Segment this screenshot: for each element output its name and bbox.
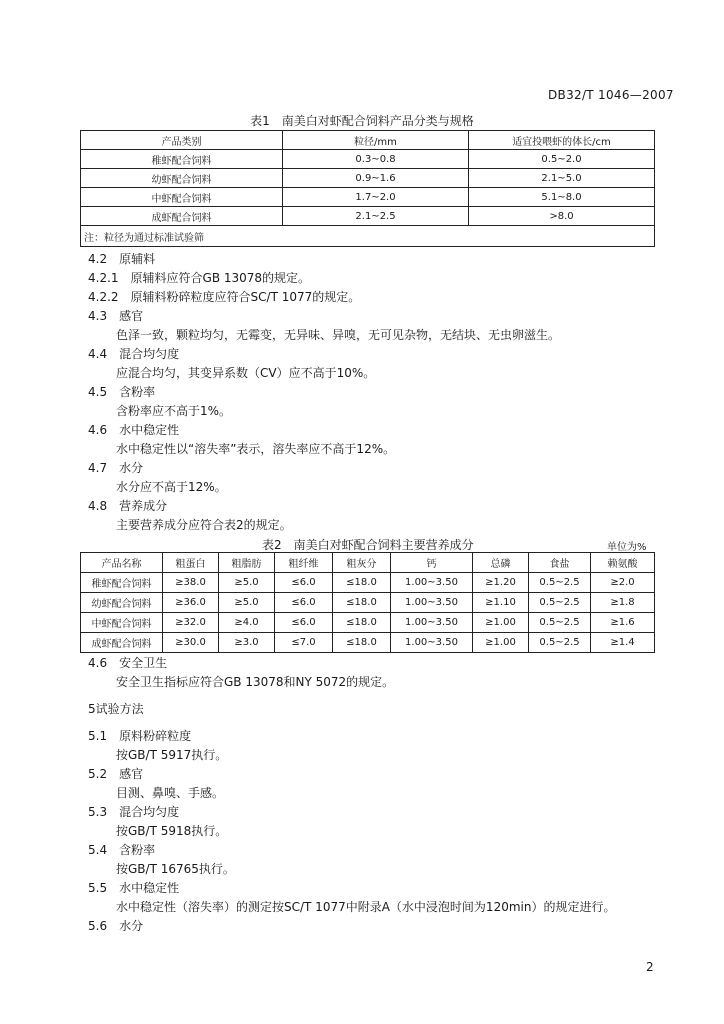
table2-cell: 0.5~2.5: [529, 613, 591, 633]
section-heading: 5.4 含粉率: [88, 843, 156, 857]
table2-cell: ≥1.6: [591, 613, 655, 633]
table2-cell: ≥5.0: [219, 593, 275, 613]
section-paragraph: 主要营养成分应符合表2的规定。: [116, 518, 292, 532]
table2-cell: 0.5~2.5: [529, 633, 591, 653]
table1-note: 注：粒径为通过标准试验筛: [81, 226, 655, 247]
table2-header-cell: 总磷: [473, 553, 529, 573]
table2-nutrients: [80, 552, 655, 653]
table2-header-row: [81, 553, 655, 573]
table2-cell: 1.00~3.50: [391, 593, 473, 613]
table1-cell: 0.5~2.0: [469, 150, 655, 169]
section-paragraph: 按GB/T 5917执行。: [116, 748, 228, 762]
table1-cell: 0.3~0.8: [283, 150, 469, 169]
table1-row: [81, 188, 655, 207]
table2-cell: ≤18.0: [333, 613, 391, 633]
table1-cell: 幼虾配合饲料: [81, 169, 283, 188]
section-heading: 4.7 水分: [88, 461, 144, 475]
table2-row: [81, 613, 655, 633]
table2-header-cell: 粗灰分: [333, 553, 391, 573]
table1-header-cell: 适宜投喂虾的体长/cm: [469, 131, 655, 150]
table1-product-classification: [80, 130, 655, 247]
table1-note-row: [81, 226, 655, 247]
section-paragraph: 含粉率应不高于1%。: [116, 404, 232, 418]
table2-cell: 成虾配合饲料: [81, 633, 163, 653]
table2-cell: ≥4.0: [219, 613, 275, 633]
section-heading: 4.4 混合均匀度: [88, 347, 180, 361]
section-heading: 4.2.2 原辅料粉碎粒度应符合SC/T 1077的规定。: [88, 290, 361, 304]
table2-cell: 1.00~3.50: [391, 573, 473, 593]
section-paragraph: 目测、鼻嗅、手感。: [116, 786, 225, 800]
table1-header-cell: 粒径/mm: [283, 131, 469, 150]
section-paragraph: 按GB/T 5918执行。: [116, 824, 228, 838]
section-heading: 4.3 感官: [88, 309, 144, 323]
table2-cell: 幼虾配合饲料: [81, 593, 163, 613]
table1-row: [81, 169, 655, 188]
section-heading: 5.5 水中稳定性: [88, 881, 180, 895]
table2-cell: ≥1.00: [473, 613, 529, 633]
section-paragraph: 水中稳定性以“溶失率”表示，溶失率应不高于12%。: [116, 442, 396, 456]
table2-row: [81, 633, 655, 653]
table2-cell: ≤18.0: [333, 633, 391, 653]
table2-cell: 0.5~2.5: [529, 573, 591, 593]
document-number: DB32/T 1046—2007: [548, 88, 674, 102]
table2-header-cell: 赖氨酸: [591, 553, 655, 573]
table1-cell: 成虾配合饲料: [81, 207, 283, 226]
section-paragraph: 按GB/T 16765执行。: [116, 862, 235, 876]
table1-cell: >8.0: [469, 207, 655, 226]
table2-cell: ≤6.0: [275, 573, 333, 593]
table2-cell: ≤6.0: [275, 613, 333, 633]
table1-cell: 中虾配合饲料: [81, 188, 283, 207]
table1-cell: 1.7~2.0: [283, 188, 469, 207]
table2-header-cell: 粗蛋白: [163, 553, 219, 573]
table2-cell: ≥32.0: [163, 613, 219, 633]
section-heading: 5.3 混合均匀度: [88, 805, 180, 819]
table2-header-cell: 产品名称: [81, 553, 163, 573]
section-heading: 4.8 营养成分: [88, 499, 168, 513]
table2-header-cell: 粗纤维: [275, 553, 333, 573]
section-paragraph: 应混合均匀，其变异系数（CV）应不高于10%。: [116, 366, 376, 380]
table2-cell: ≥1.10: [473, 593, 529, 613]
table2-caption: 表2 南美白对虾配合饲料主要营养成分: [262, 538, 474, 552]
section-heading: 4.6 水中稳定性: [88, 423, 180, 437]
table2-cell: ≥30.0: [163, 633, 219, 653]
table2-cell: 中虾配合饲料: [81, 613, 163, 633]
section-heading: 4.2.1 原辅料应符合GB 13078的规定。: [88, 271, 311, 285]
section-heading: 5.1 原料粉碎粒度: [88, 729, 192, 743]
table2-header-cell: 粗脂肪: [219, 553, 275, 573]
section-paragraph: 安全卫生指标应符合GB 13078和NY 5072的规定。: [116, 675, 395, 689]
table2-cell: ≤18.0: [333, 593, 391, 613]
table1-header-cell: 产品类别: [81, 131, 283, 150]
table2-cell: 稚虾配合饲料: [81, 573, 163, 593]
table2-cell: ≥1.8: [591, 593, 655, 613]
section-heading: 5.6 水分: [88, 919, 144, 933]
table2-cell: ≥1.20: [473, 573, 529, 593]
table2-cell: ≥38.0: [163, 573, 219, 593]
table2-unit: 单位为%: [607, 542, 647, 553]
table1-cell: 2.1~2.5: [283, 207, 469, 226]
table2-row: [81, 593, 655, 613]
section-paragraph: 水分应不高于12%。: [116, 480, 227, 494]
table2-cell: 1.00~3.50: [391, 633, 473, 653]
table2-row: [81, 573, 655, 593]
table2-cell: ≥1.4: [591, 633, 655, 653]
table1-cell: 5.1~8.0: [469, 188, 655, 207]
section-heading: 5试验方法: [88, 702, 144, 716]
table2-cell: ≤6.0: [275, 593, 333, 613]
table2-cell: ≥2.0: [591, 573, 655, 593]
section-heading: 4.2 原辅料: [88, 252, 156, 266]
section-heading: 5.2 感官: [88, 767, 144, 781]
table2-cell: ≥3.0: [219, 633, 275, 653]
table2-cell: ≥36.0: [163, 593, 219, 613]
table1-header-row: [81, 131, 655, 150]
table2-cell: ≥1.00: [473, 633, 529, 653]
table2-header-cell: 钙: [391, 553, 473, 573]
table2-cell: 1.00~3.50: [391, 613, 473, 633]
section-paragraph: 色泽一致，颗粒均匀，无霉变，无异味、异嗅，无可见杂物，无结块、无虫卵滋生。: [116, 328, 561, 342]
table2-cell: 0.5~2.5: [529, 593, 591, 613]
table2-header-cell: 食盐: [529, 553, 591, 573]
page-number: 2: [646, 960, 654, 974]
section-heading: 4.6 安全卫生: [88, 656, 168, 670]
table2-cell: ≤7.0: [275, 633, 333, 653]
table1-caption: 表1 南美白对虾配合饲料产品分类与规格: [250, 114, 474, 128]
table2-cell: ≤18.0: [333, 573, 391, 593]
table1-cell: 0.9~1.6: [283, 169, 469, 188]
section-heading: 4.5 含粉率: [88, 385, 156, 399]
table2-cell: ≥5.0: [219, 573, 275, 593]
table1-cell: 稚虾配合饲料: [81, 150, 283, 169]
table1-row: [81, 207, 655, 226]
section-paragraph: 水中稳定性（溶失率）的测定按SC/T 1077中附录A（水中浸泡时间为120min）的规定进行。: [116, 900, 616, 914]
table1-row: [81, 150, 655, 169]
table1-cell: 2.1~5.0: [469, 169, 655, 188]
